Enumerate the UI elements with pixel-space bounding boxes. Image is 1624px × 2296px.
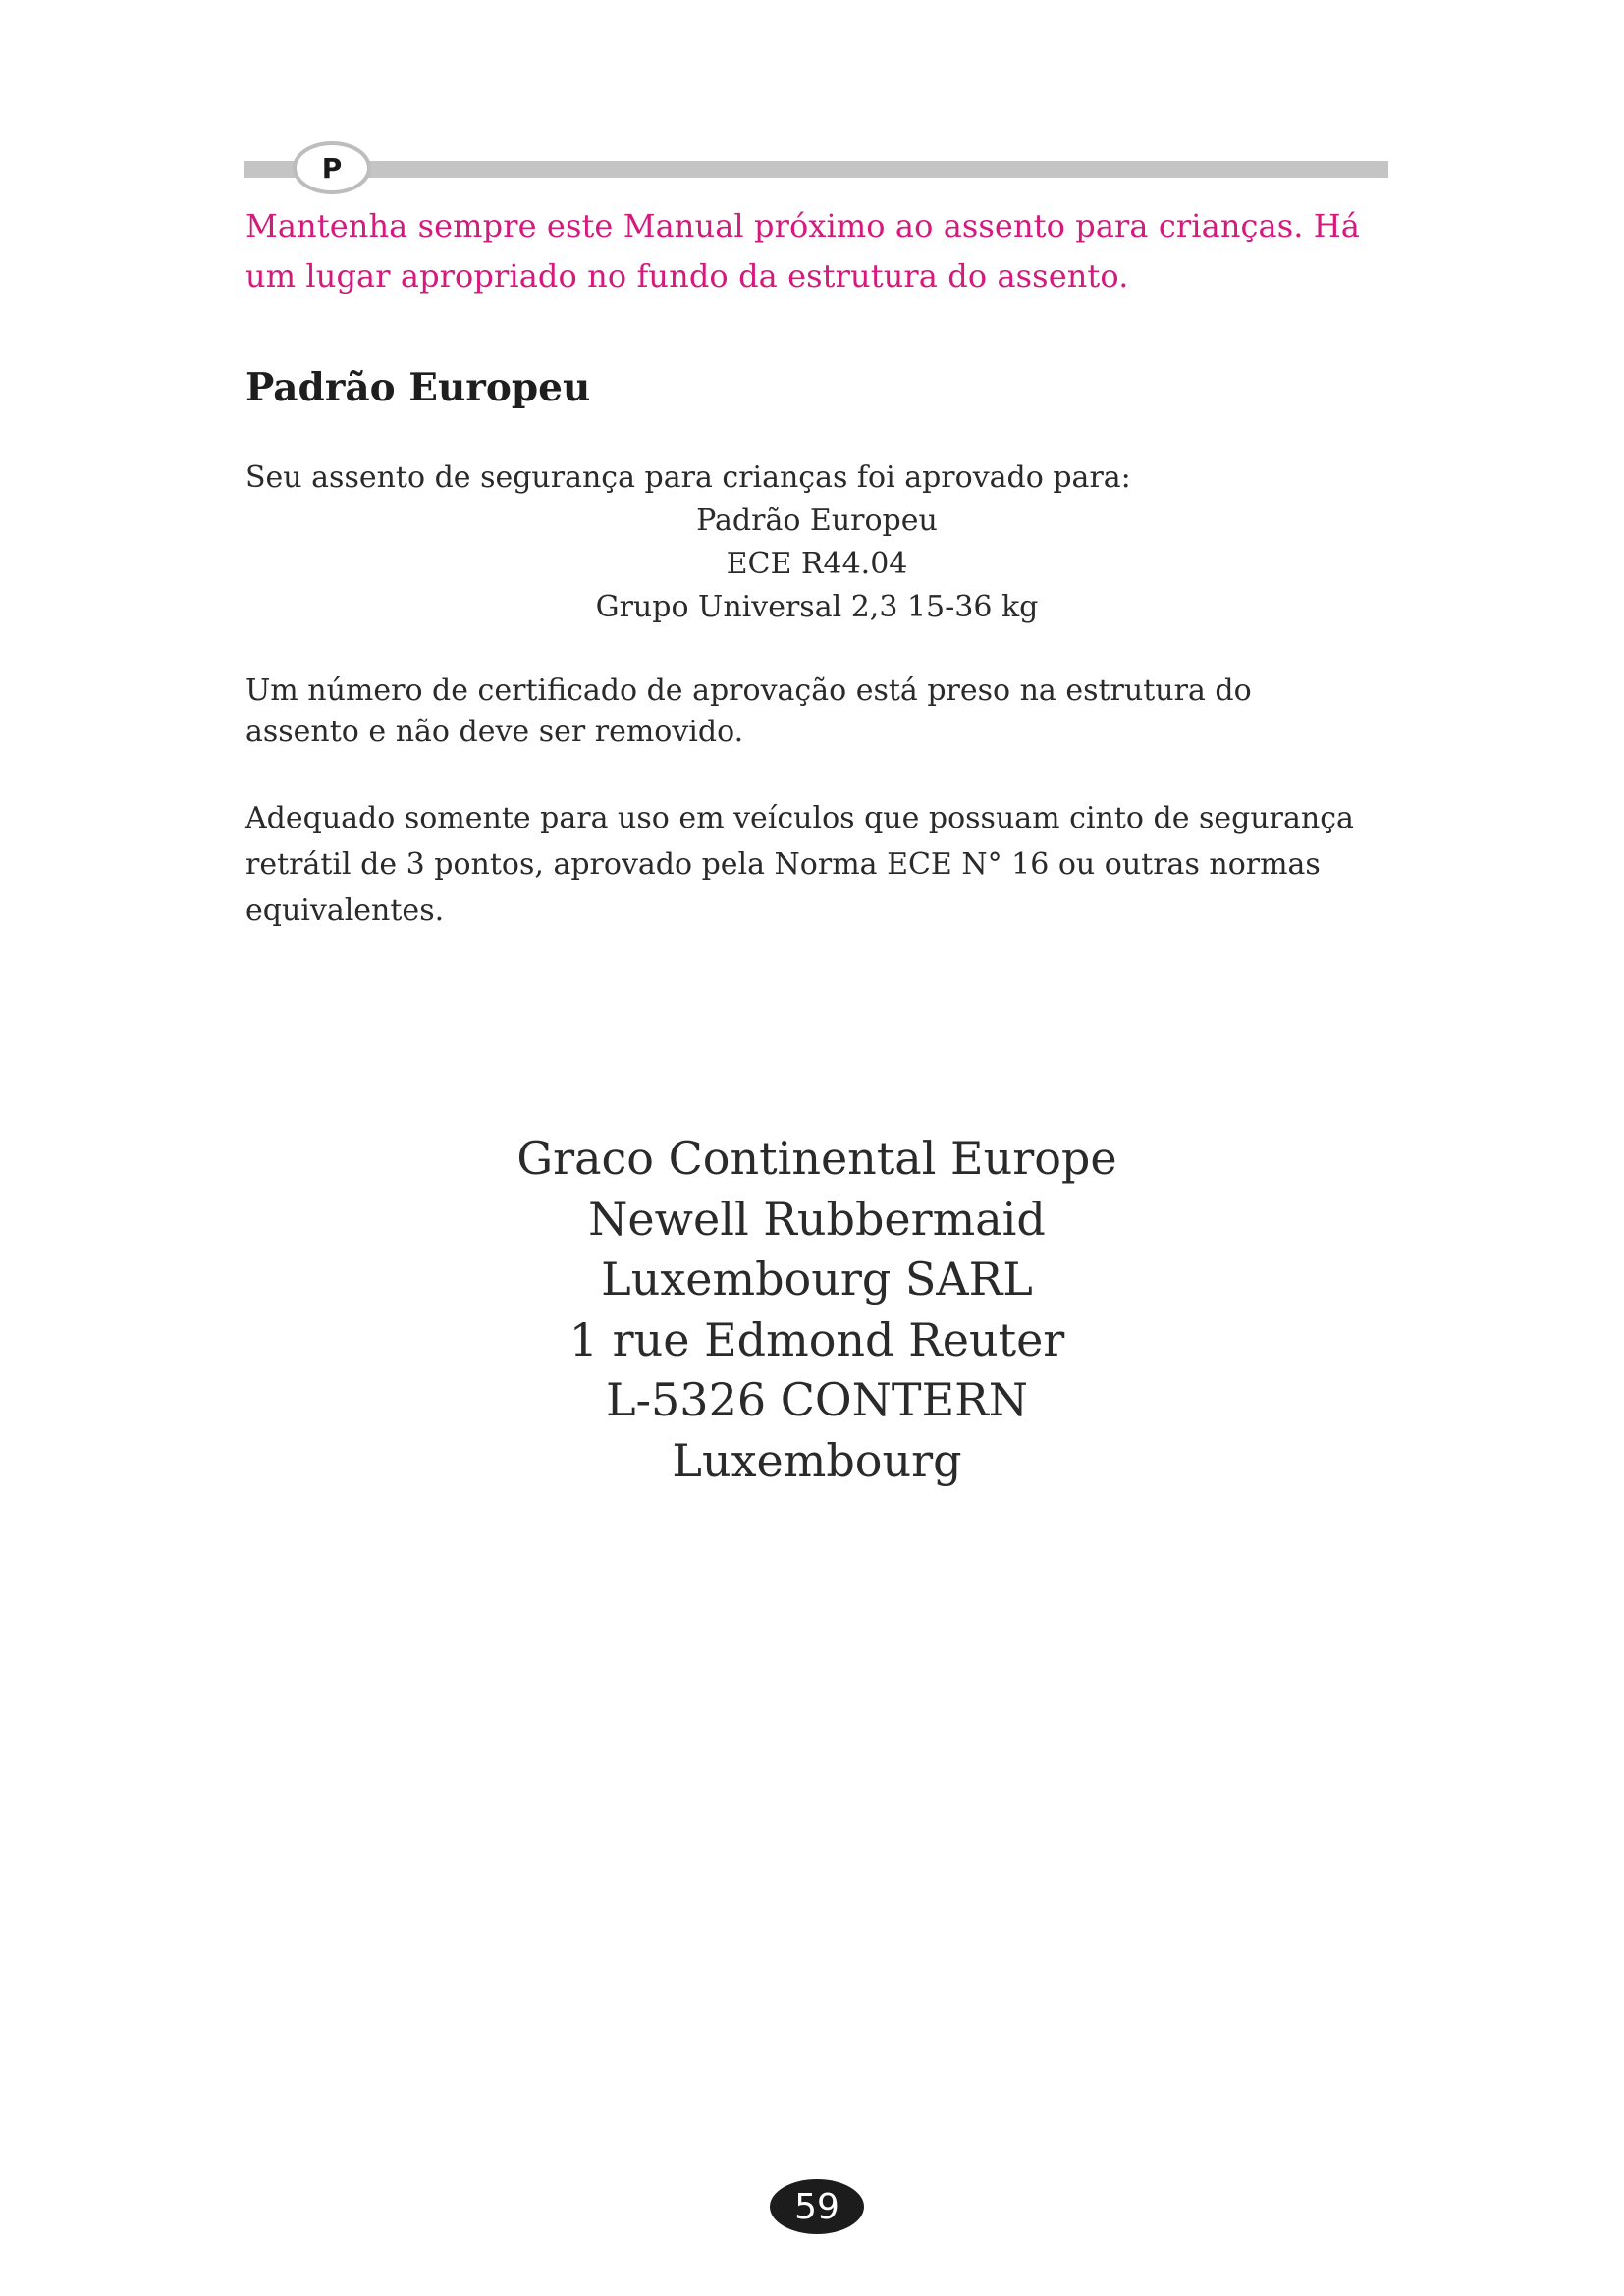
address-line: Luxembourg xyxy=(672,1433,962,1487)
approval-line-standard: Padrão Europeu xyxy=(696,504,938,538)
page-number: 59 xyxy=(770,2179,864,2234)
address-line: 1 rue Edmond Reuter xyxy=(568,1312,1065,1366)
header-bar xyxy=(244,161,1388,178)
address-line: L-5326 CONTERN xyxy=(605,1373,1029,1426)
certificate-note: Um número de certificado de aprovação está preso na estrutura do assento e não deve ser removido. xyxy=(245,673,1252,749)
address-line: Newell Rubbermaid xyxy=(588,1192,1046,1246)
manual-notice: Mantenha sempre este Manual próximo ao assento para crianças. Há um lugar apropriado no fundo da estrutura do assento. xyxy=(245,207,1360,294)
approval-line-regulation: ECE R44.04 xyxy=(726,547,908,581)
approval-intro: Seu assento de segurança para crianças foi aprovado para: xyxy=(245,460,1131,495)
section-heading: Padrão Europeu xyxy=(245,365,591,410)
language-tab: P xyxy=(293,141,371,194)
approval-line-group: Grupo Universal 2,3 15-36 kg xyxy=(595,590,1039,624)
address-line: Luxembourg SARL xyxy=(601,1253,1033,1306)
company-address xyxy=(0,1129,1624,1491)
address-line: Graco Continental Europe xyxy=(516,1132,1117,1185)
suitability-note: Adequado somente para uso em veículos que possuam cinto de segurança retrátil de 3 pontos, aprovado pela Norma ECE N° 16 ou outras normas equivalentes. xyxy=(245,801,1354,928)
